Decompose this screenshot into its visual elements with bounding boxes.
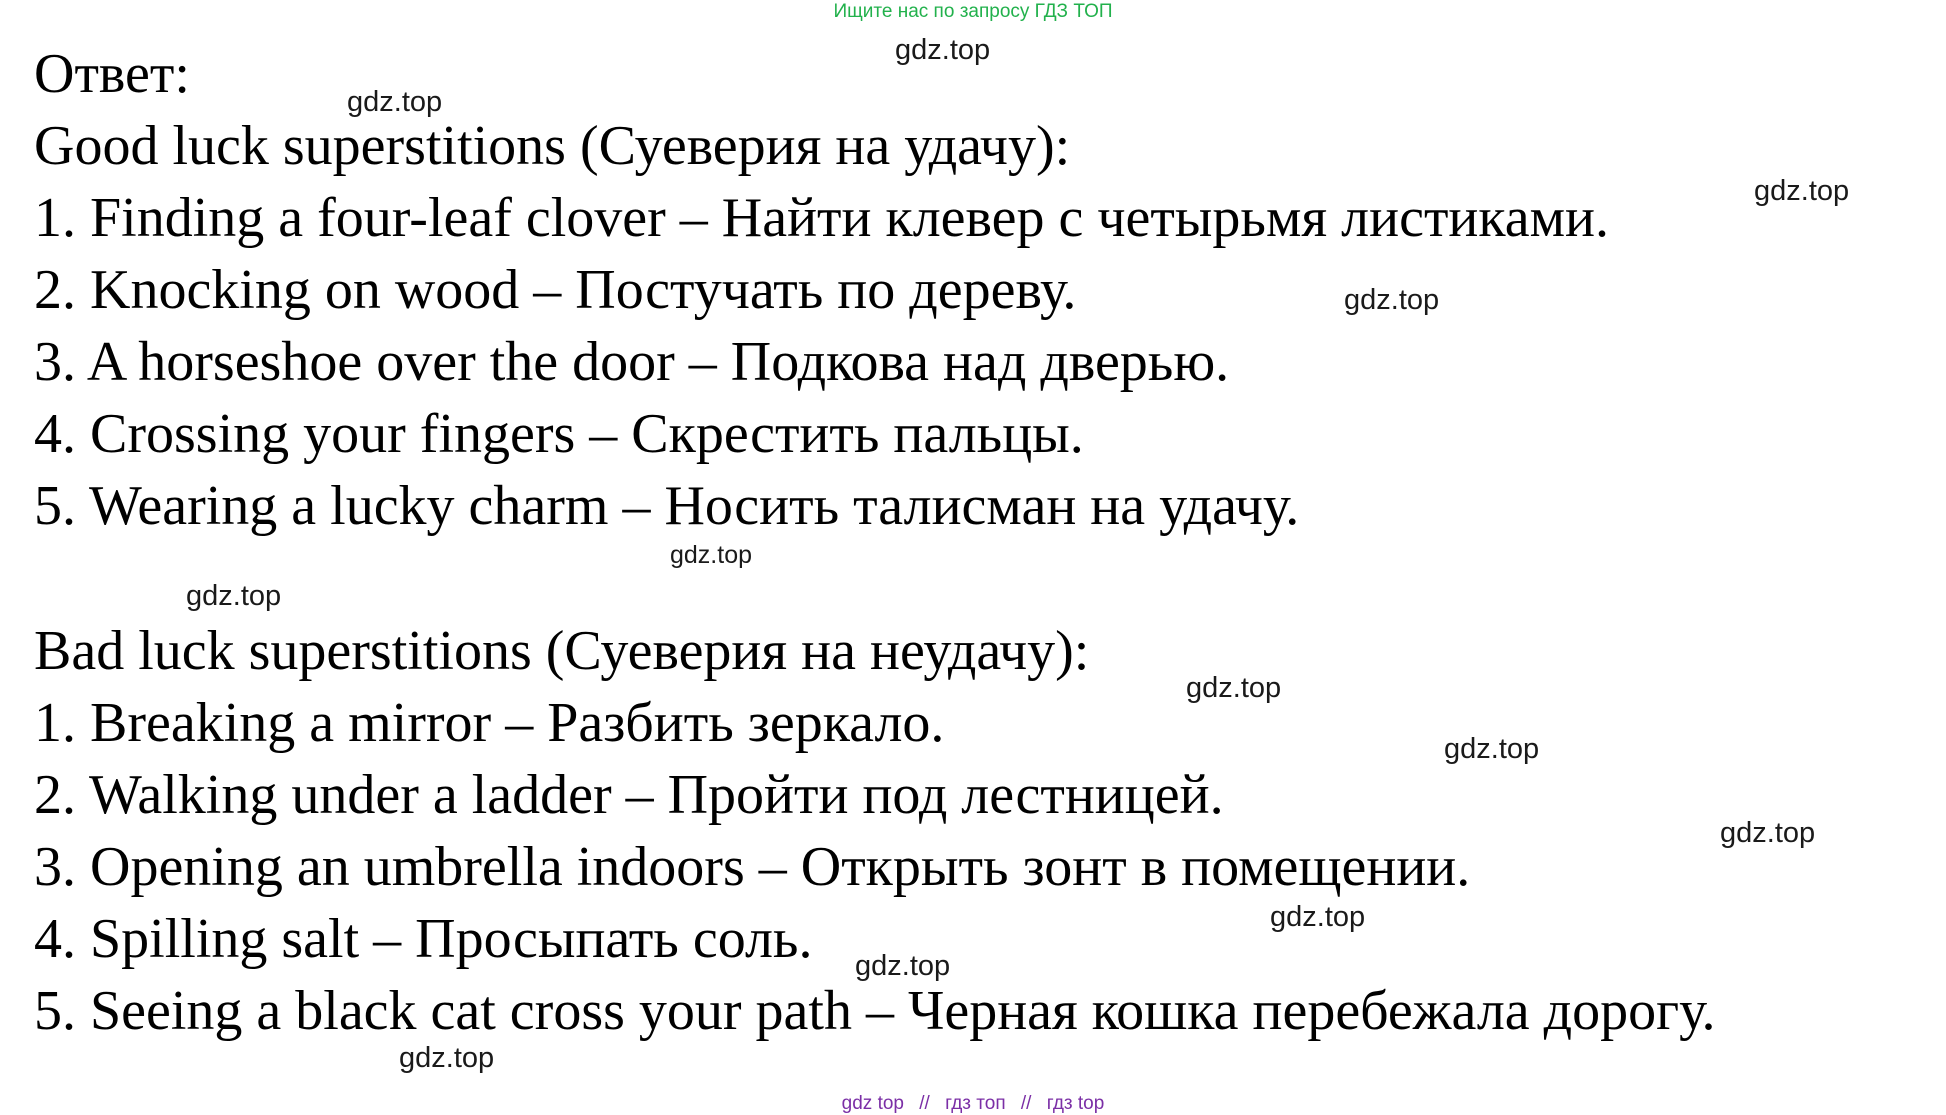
bad-luck-item: 4. Spilling salt – Просыпать соль. (34, 908, 813, 970)
good-luck-item: 5. Wearing a lucky charm – Носить талисман на удачу. (34, 475, 1300, 537)
footer-link[interactable]: gdz top (841, 1093, 904, 1114)
watermark: gdz.top (1270, 901, 1366, 933)
footer-separator: // (919, 1093, 930, 1114)
answer-label: Ответ: (34, 43, 190, 105)
section-gap (34, 542, 1715, 615)
good-luck-heading: Good luck superstitions (Суеверия на удачу): (34, 115, 1071, 177)
bad-luck-heading: Bad luck superstitions (Суеверия на неудачу): (34, 620, 1090, 682)
bad-luck-item: 3. Opening an umbrella indoors – Открыть зонт в помещении. (34, 836, 1471, 898)
watermark: gdz.top (1754, 175, 1850, 207)
watermark: gdz.top (1444, 733, 1540, 765)
bad-luck-item: 5. Seeing a black cat cross your path – Черная кошка перебежала дорогу. (34, 980, 1716, 1042)
top-banner: Ищите нас по запросу ГДЗ ТОП (833, 1, 1113, 22)
watermark: gdz.top (347, 86, 443, 118)
footer-links (0, 1093, 1946, 1115)
footer-link[interactable]: гдз топ (945, 1093, 1006, 1114)
good-luck-item: 4. Crossing your fingers – Скрестить пальцы. (34, 403, 1084, 465)
watermark: gdz.top (855, 950, 951, 982)
good-luck-item: 3. A horseshoe over the door – Подкова над дверью. (34, 331, 1230, 393)
good-luck-item: 2. Knocking on wood – Постучать по дереву. (34, 259, 1077, 321)
good-luck-item: 1. Finding a four-leaf clover – Найти клевер с четырьмя листиками. (34, 187, 1609, 249)
watermark: gdz.top (186, 580, 282, 612)
footer-link[interactable]: гдз top (1046, 1093, 1105, 1114)
bad-luck-item: 1. Breaking a mirror – Разбить зеркало. (34, 692, 945, 754)
watermark: gdz.top (895, 34, 991, 66)
watermark: gdz.top (399, 1042, 495, 1074)
footer-separator: // (1020, 1093, 1032, 1114)
bad-luck-item: 2. Walking under a ladder – Пройти под лестницей. (34, 764, 1224, 826)
watermark: gdz.top (1344, 284, 1440, 316)
watermark: gdz.top (670, 541, 753, 569)
watermark: gdz.top (1186, 672, 1282, 704)
answer-block (34, 38, 1715, 1047)
watermark: gdz.top (1720, 817, 1816, 849)
